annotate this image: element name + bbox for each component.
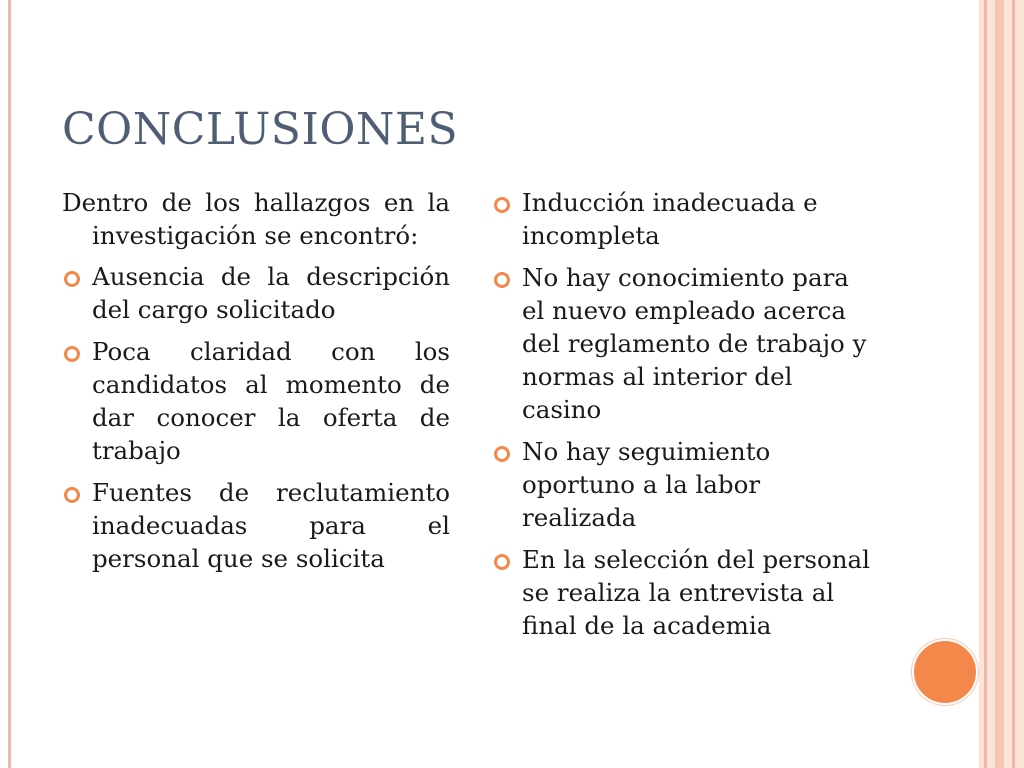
list-item-text: No hay conocimiento para el nuevo empleado acerca del reglamento de trabajo y normas al interior del casino — [522, 263, 867, 424]
right-bullet-list — [492, 186, 872, 642]
bullet-icon — [494, 197, 510, 213]
list-item — [62, 476, 450, 575]
list-item-text: En la selección del personal se realiza la entrevista al final de la academia — [522, 545, 870, 640]
decorative-circle — [912, 639, 978, 705]
list-item — [492, 261, 872, 426]
list-item — [492, 543, 872, 642]
list-item — [492, 435, 872, 534]
list-item — [62, 335, 450, 467]
bullet-icon — [64, 271, 80, 287]
bullet-icon — [64, 346, 80, 362]
slide-title: CONCLUSIONES — [62, 104, 459, 155]
right-column — [492, 186, 872, 651]
right-frame-line-3 — [1012, 0, 1015, 768]
bullet-icon — [494, 446, 510, 462]
right-frame-line-1 — [984, 0, 987, 768]
list-item-text: Fuentes de reclutamiento inadecuadas para el personal que se solicita — [92, 478, 450, 573]
list-item — [492, 186, 872, 252]
left-frame-line — [8, 0, 11, 768]
left-bullet-list — [62, 260, 450, 575]
list-item-text: Inducción inadecuada e incompleta — [522, 188, 818, 250]
list-item-text: Ausencia de la descripción del cargo solicitado — [92, 262, 450, 324]
bullet-icon — [494, 272, 510, 288]
list-item-text: Poca claridad con los candidatos al momento de dar conocer la oferta de trabajo — [92, 337, 450, 465]
left-intro-text: Dentro de los hallazgos en la investigación se encontró: — [62, 188, 450, 250]
list-item — [62, 260, 450, 326]
bullet-icon — [64, 487, 80, 503]
list-item-text: No hay seguimiento oportuno a la labor realizada — [522, 437, 771, 532]
left-column — [62, 186, 450, 584]
right-frame-line-2 — [995, 0, 1004, 768]
bullet-icon — [494, 554, 510, 570]
